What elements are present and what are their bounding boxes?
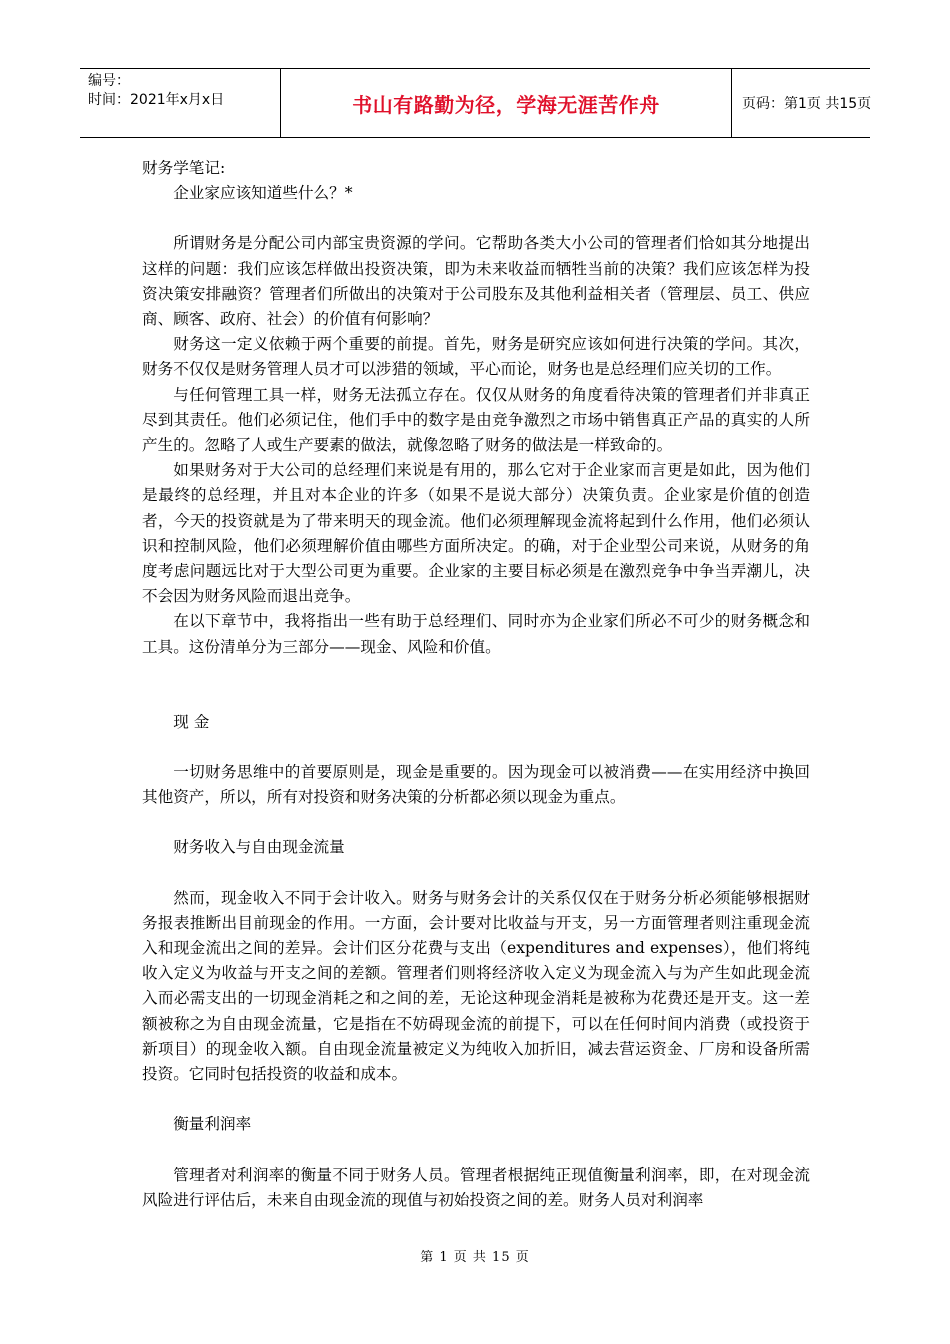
- page-header: [80, 68, 870, 138]
- document-body: [142, 156, 810, 1213]
- doc-subtitle: 企业家应该知道些什么？*: [173, 184, 353, 203]
- header-page-info: [732, 69, 870, 137]
- number-label: 编号：: [88, 73, 130, 89]
- paragraph-8: 管理者对利润率的衡量不同于财务人员。管理者根据纯正现值衡量利润率，即，在对现金流风险进行评估后，未来自由现金流的现值与初始投资之间的差。财务人员对利润率: [142, 1165, 810, 1209]
- paragraph-4: 如果财务对于大公司的总经理们来说是有用的，那么它对于企业家而言更是如此，因为他们是最终的总经理，并且对本企业的许多（如果不是说大部分）决策负责。企业家是价值的创造者，今天的投资就是为了带来明天的现金流。他们必须理解现金流将起到什么作用，他们必须认识和控制风险，他们必须理解价值由哪些方面所决定。的确，对于企业型公司来说，从财务的角度考虑问题远比对于大型公司更为重要。企业家的主要目标必须是在激烈竞争中争当弄潮儿，决不会因为财务风险而退出竞争。: [142, 461, 810, 606]
- paragraph-3: 与任何管理工具一样，财务无法孤立存在。仅仅从财务的角度看待决策的管理者们并非真正尽到其责任。他们必须记住，他们手中的数字是由竞争激烈之市场中销售真正产品的真实的人所产生的。忽略了人或生产要素的做法，就像忽略了财务的做法是一样致命的。: [142, 385, 810, 455]
- page-footer: [0, 1246, 950, 1265]
- paragraph-7: 然而，现金收入不同于会计收入。财务与财务会计的关系仅仅在于财务分析必须能够根据财务报表推断出目前现金的作用。一方面，会计要对比收益与开支，另一方面管理者则注重现金流入和现金流出之间的差异。会计们区分花费与支出（expenditures and expenses），他们将纯收入定义为收益与开支之间的差额。管理者们则将经济收入定义为现金流入与为产生如此现金流入而必需支出的一切现金消耗之和之间的差，无论这种现金消耗是被称为花费还是开支。这一差额被称之为自由现金流量，它是指在不妨碍现金流的前提下，可以在任何时间内消费（或投资于新项目）的现金收入额。自由现金流量被定义为纯收入加折旧，减去营运资金、厂房和设备所需投资。它同时包括投资的收益和成本。: [142, 888, 810, 1084]
- doc-title: 财务学笔记:: [142, 159, 226, 177]
- paragraph-5: 在以下章节中，我将指出一些有助于总经理们、同时亦为企业家们所必不可少的财务概念和工具。这份清单分为三部分——现金、风险和价值。: [142, 612, 810, 656]
- footer-page-number: 第 1 页 共 15 页: [420, 1250, 530, 1265]
- section-heading-cash: 现 金: [173, 712, 210, 731]
- paragraph-1: 所谓财务是分配公司内部宝贵资源的学问。它帮助各类大小公司的管理者们恰如其分地提出这样的问题：我们应该怎样做出投资决策，即为未来收益而牺牲当前的决策？我们应该怎样为投资决策安排融资？管理者们所做出的决策对于公司股东及其他利益相关者（管理层、员工、供应商、顾客、政府、社会）的价值有何影响？: [142, 234, 810, 329]
- date-line: 时间：2021年x月x日: [88, 92, 225, 108]
- paragraph-2: 财务这一定义依赖于两个重要的前提。首先，财务是研究应该如何进行决策的学问。其次，财务不仅仅是财务管理人员才可以涉猎的领域，平心而论，财务也是总经理们应关切的工作。: [142, 335, 810, 379]
- paragraph-6: 一切财务思维中的首要原则是，现金是重要的。因为现金可以被消费——在实用经济中换回其他资产，所以，所有对投资和财务决策的分析都必须以现金为重点。: [142, 763, 810, 807]
- page-info-text: 页码：第1页 共15页: [742, 96, 872, 112]
- motto-text: 书山有路勤为径，学海无涯苦作舟: [352, 92, 660, 117]
- header-meta: [80, 69, 280, 137]
- header-motto-cell: [280, 69, 732, 137]
- section-heading-free-cash-flow: 财务收入与自由现金流量: [173, 838, 345, 857]
- section-heading-profitability: 衡量利润率: [173, 1115, 252, 1134]
